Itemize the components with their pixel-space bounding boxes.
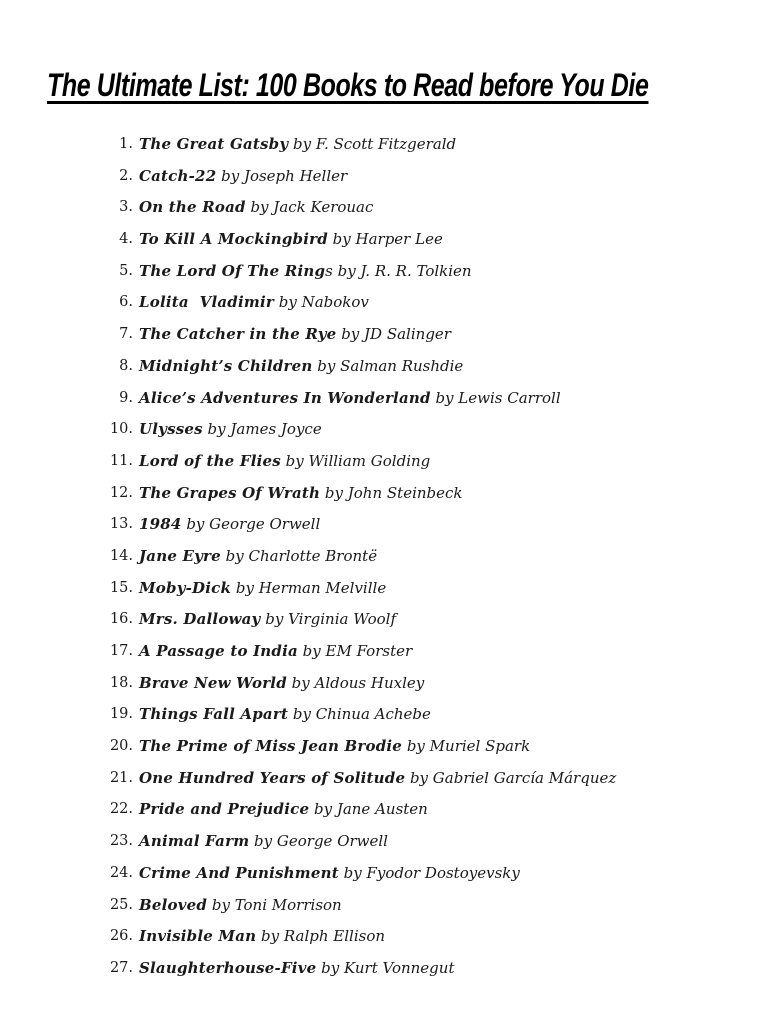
book-number: 1. — [119, 136, 133, 152]
book-title: Alice’s Adventures In Wonderland — [139, 388, 431, 407]
book-number: 2. — [119, 167, 133, 184]
list-item — [0, 324, 768, 356]
book-author: by Virginia Woolf — [260, 610, 397, 629]
list-item — [0, 926, 768, 958]
book-entry — [139, 769, 616, 787]
book-entry — [139, 262, 472, 280]
list-item — [0, 863, 768, 895]
list-item — [0, 134, 768, 166]
book-entry — [139, 198, 373, 216]
book-entry — [139, 800, 428, 818]
book-title: 1984 — [139, 515, 182, 534]
book-title: Slaughterhouse-Five — [139, 958, 317, 977]
book-title: The Lord Of The Ring — [139, 261, 326, 280]
book-author: by James Joyce — [202, 420, 322, 439]
book-author: by Salman Rushdie — [312, 356, 464, 375]
book-entry — [139, 515, 320, 533]
book-number: 19. — [109, 706, 133, 723]
book-author: by William Golding — [280, 451, 431, 470]
book-number: 26. — [109, 928, 133, 945]
list-item — [0, 831, 768, 863]
book-author: by Lewis Carroll — [430, 388, 561, 407]
book-entry — [139, 610, 396, 628]
book-author: by EM Forster — [297, 642, 413, 660]
list-item — [0, 673, 768, 705]
list-item — [0, 704, 768, 736]
book-number: 21. — [109, 769, 133, 786]
book-number: 4. — [119, 231, 133, 248]
list-item — [0, 768, 768, 800]
book-entry — [139, 484, 463, 502]
list-item — [0, 514, 768, 546]
book-number: 17. — [109, 643, 133, 659]
book-author: by Nabokov — [273, 293, 369, 312]
book-author: by Chinua Achebe — [288, 705, 431, 724]
book-entry — [139, 674, 424, 692]
book-entry — [139, 705, 431, 723]
book-entry — [139, 420, 322, 438]
book-author: by Jack Kerouac — [245, 198, 374, 217]
book-title: Things Fall Apart — [139, 705, 289, 724]
list-item — [0, 292, 768, 324]
book-entry — [139, 325, 451, 343]
list-item — [0, 197, 768, 229]
book-entry — [139, 642, 412, 660]
list-item — [0, 609, 768, 641]
book-author: by Jane Austen — [309, 800, 428, 819]
book-title: Invisible Man — [139, 927, 257, 946]
book-entry — [139, 927, 385, 945]
book-title: To Kill A Mockingbird — [139, 230, 328, 249]
book-list — [0, 134, 768, 990]
book-number: 15. — [109, 579, 133, 596]
book-number: 22. — [109, 801, 133, 818]
book-author: s by J. R. R. Tolkien — [325, 261, 472, 280]
book-entry — [139, 579, 386, 597]
book-author: by Joseph Heller — [216, 166, 348, 185]
book-author: by Muriel Spark — [402, 737, 531, 756]
book-title: Catch-22 — [139, 166, 217, 185]
book-title: Lord of the Flies — [139, 451, 281, 470]
book-author: by Aldous Huxley — [286, 673, 425, 692]
list-item — [0, 641, 768, 673]
list-item — [0, 799, 768, 831]
book-author: by Kurt Vonnegut — [316, 958, 455, 977]
book-title: Jane Eyre — [139, 546, 221, 565]
book-entry — [139, 864, 520, 882]
book-entry — [139, 135, 456, 153]
book-title: Beloved — [139, 895, 208, 914]
book-title: Brave New World — [139, 673, 287, 692]
book-author: by Charlotte Brontë — [220, 546, 378, 565]
book-number: 14. — [109, 547, 133, 564]
book-title: A Passage to India — [139, 642, 298, 660]
book-entry — [139, 737, 530, 755]
list-item — [0, 578, 768, 610]
book-number: 3. — [119, 199, 133, 216]
book-author: by JD Salinger — [336, 325, 451, 344]
book-author: by Fyodor Dostoyevsky — [338, 863, 520, 882]
book-number: 6. — [119, 294, 133, 311]
book-number: 11. — [109, 452, 133, 469]
book-entry — [139, 357, 463, 375]
book-title: Lolita Vladimir — [139, 293, 274, 312]
book-title: Animal Farm — [139, 832, 250, 851]
book-number: 12. — [109, 484, 133, 501]
list-item — [0, 958, 768, 990]
book-title: Mrs. Dalloway — [139, 610, 261, 629]
book-number: 27. — [109, 959, 133, 976]
book-number: 23. — [109, 833, 133, 850]
list-item — [0, 166, 768, 198]
book-entry — [139, 959, 454, 977]
book-title: The Prime of Miss Jean Brodie — [139, 737, 403, 756]
book-number: 9. — [119, 389, 133, 406]
book-number: 20. — [109, 738, 133, 755]
book-author: by John Steinbeck — [320, 483, 463, 502]
book-title: The Great Gatsby — [139, 135, 289, 153]
page-title: The Ultimate List: 100 Books to Read before You Die — [47, 67, 649, 103]
list-item — [0, 895, 768, 927]
list-item — [0, 261, 768, 293]
book-entry — [139, 389, 561, 407]
book-author: by F. Scott Fitzgerald — [288, 135, 457, 153]
book-entry — [139, 547, 377, 565]
book-author: by Herman Melville — [231, 578, 387, 597]
list-item — [0, 388, 768, 420]
book-title: On the Road — [139, 198, 246, 217]
list-item — [0, 229, 768, 261]
book-title: Crime And Punishment — [139, 863, 339, 882]
book-entry — [139, 896, 342, 914]
book-number: 5. — [119, 262, 133, 279]
book-number: 25. — [109, 896, 133, 913]
book-number: 13. — [109, 516, 133, 533]
book-number: 16. — [109, 611, 133, 628]
book-title: Pride and Prejudice — [139, 800, 310, 819]
book-number: 18. — [109, 674, 133, 691]
book-author: by Toni Morrison — [207, 895, 342, 914]
book-author: by Ralph Ellison — [256, 927, 386, 946]
book-author: by George Orwell — [249, 832, 388, 851]
list-item — [0, 356, 768, 388]
list-item — [0, 419, 768, 451]
book-author: by Gabriel García Márquez — [405, 768, 617, 787]
list-item — [0, 736, 768, 768]
book-author: by George Orwell — [181, 515, 321, 534]
list-item — [0, 451, 768, 483]
book-number: 10. — [109, 421, 133, 438]
book-entry — [139, 230, 443, 248]
book-author: by Harper Lee — [327, 230, 443, 249]
list-item — [0, 546, 768, 578]
list-item — [0, 483, 768, 515]
book-title: Midnight’s Children — [139, 356, 313, 375]
book-entry — [139, 832, 388, 850]
book-number: 24. — [109, 864, 133, 881]
book-title: Ulysses — [139, 420, 203, 439]
book-entry — [139, 452, 430, 470]
book-title: The Grapes Of Wrath — [139, 483, 321, 502]
book-entry — [139, 167, 347, 185]
book-entry — [139, 293, 369, 311]
book-number: 7. — [119, 326, 133, 343]
book-title: Moby-Dick — [139, 578, 232, 597]
book-title: The Catcher in the Rye — [139, 325, 337, 344]
book-title: One Hundred Years of Solitude — [139, 768, 406, 787]
book-number: 8. — [119, 357, 133, 374]
